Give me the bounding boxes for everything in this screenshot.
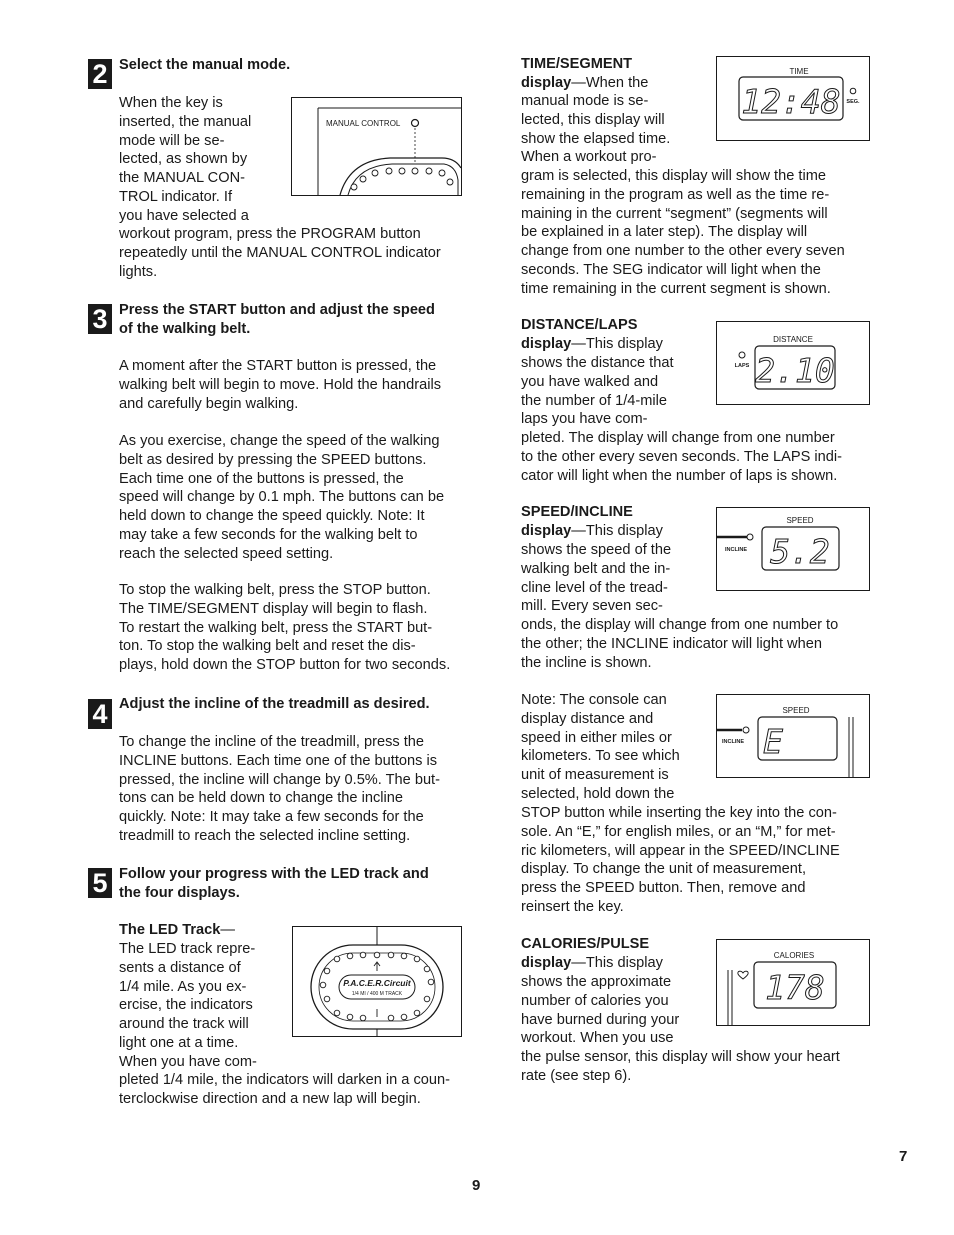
text-line: A moment after the START button is pressed, the bbox=[119, 358, 437, 374]
text-line: gram is selected, this display will show the time bbox=[521, 168, 826, 184]
text-line: rate (see step 6). bbox=[521, 1067, 632, 1084]
laps-indicator-label: LAPS bbox=[734, 363, 750, 369]
text-line: display distance and bbox=[521, 710, 654, 727]
text-line: cline level of the tread- bbox=[521, 579, 668, 596]
text-line: lected, as shown by bbox=[119, 151, 248, 168]
text-line: number of calories you bbox=[521, 992, 669, 1009]
pacer-circuit-subtitle: 1/4 MI / 400 M TRACK bbox=[351, 991, 403, 997]
text-line: shows the distance that bbox=[521, 355, 674, 371]
calories-display-value: 178 bbox=[765, 968, 825, 1007]
text-line: To stop the walking belt, press the STOP button. bbox=[119, 582, 431, 598]
led-track-dash: — bbox=[220, 922, 235, 938]
text-line: To restart the walking belt, press the START but- bbox=[119, 619, 433, 636]
text-line: you have walked and bbox=[521, 373, 659, 390]
time-heading-dash: —When the bbox=[571, 75, 649, 91]
speed-display-label: SPEED bbox=[786, 516, 814, 525]
text-line: manual mode is se- bbox=[521, 93, 649, 109]
manual-control-label: MANUAL CONTROL bbox=[326, 119, 401, 128]
text-line: to the other every seven seconds. The LAPS indi- bbox=[521, 448, 842, 465]
led-track-figure bbox=[292, 926, 462, 1037]
text-line: the incline is shown. bbox=[521, 654, 652, 671]
text-line: ercise, the indicators bbox=[119, 997, 253, 1014]
time-heading: TIME/SEGMENT bbox=[521, 56, 633, 72]
unit-incline-indicator-label: INCLINE bbox=[722, 739, 744, 745]
text-line: As you exercise, change the speed of the walking bbox=[119, 433, 440, 449]
led-track-heading bbox=[119, 921, 235, 940]
text-line: sole. An “E,” for english miles, or an “M,” for met- bbox=[521, 823, 836, 840]
text-line: and carefully begin walking. bbox=[119, 395, 299, 412]
distance-display-label: DISTANCE bbox=[773, 335, 813, 344]
unit-display-figure bbox=[716, 694, 870, 778]
text-line: speed in either miles or bbox=[521, 729, 672, 746]
text-line: be explained in a later step). The display will bbox=[521, 224, 808, 241]
text-line: speed will change by 0.1 mph. The buttons can be bbox=[119, 489, 445, 506]
text-line: lights. bbox=[119, 263, 158, 280]
text-line: When the key is bbox=[119, 95, 223, 111]
incline-indicator-label: INCLINE bbox=[725, 547, 747, 553]
text-line: 1/4 mile. As you ex- bbox=[119, 978, 247, 995]
distance-heading: DISTANCE/LAPS bbox=[521, 317, 638, 333]
text-line: cator will light when the number of laps is shown. bbox=[521, 467, 838, 484]
speed-heading-dash: —This display bbox=[571, 523, 663, 539]
text-line: walking belt will begin to move. Hold the handrails bbox=[119, 376, 442, 393]
text-line: Press the START button and adjust the speed bbox=[119, 302, 435, 318]
page-number-bottom: 9 bbox=[472, 1177, 481, 1194]
text-line: you have selected a bbox=[119, 207, 249, 224]
led-track-heading-text: The LED Track bbox=[119, 922, 221, 938]
text-line: the number of 1/4-mile bbox=[521, 392, 668, 409]
manual-control-figure bbox=[291, 97, 462, 196]
text-line: sents a distance of bbox=[119, 959, 241, 976]
text-line: display. To change the unit of measurement, bbox=[521, 861, 807, 878]
text-line: time remaining in the current segment is shown. bbox=[521, 280, 831, 297]
text-line: show the elapsed time. bbox=[521, 130, 671, 147]
text-line: unit of measurement is bbox=[521, 767, 669, 783]
text-line: workout program, press the PROGRAM button bbox=[119, 226, 421, 242]
distance-heading-line-2 bbox=[521, 335, 663, 354]
text-line: laps you have com- bbox=[521, 411, 648, 428]
text-line: Follow your progress with the LED track and bbox=[119, 866, 429, 882]
text-line: selected, hold down the bbox=[521, 785, 675, 802]
text-line: workout. When you use bbox=[521, 1030, 674, 1047]
text-line: To change the incline of the treadmill, press the bbox=[119, 734, 425, 750]
step-2-number: 2 bbox=[88, 59, 112, 89]
distance-display-value: 2.10 bbox=[755, 351, 835, 390]
text-line: pleted. The display will change from one number bbox=[521, 430, 835, 446]
text-line: seconds. The SEG indicator will light when the bbox=[521, 261, 821, 278]
distance-display-figure bbox=[716, 321, 870, 405]
text-line: When you have com- bbox=[119, 1053, 257, 1070]
text-line: shows the approximate bbox=[521, 974, 672, 990]
text-line: belt as desired by pressing the SPEED buttons. bbox=[119, 451, 427, 468]
text-line: STOP button while inserting the key into the con- bbox=[521, 805, 837, 821]
text-line: When a workout pro- bbox=[521, 149, 657, 166]
unit-display-value: E bbox=[763, 722, 783, 761]
calories-heading-display: display bbox=[521, 955, 572, 971]
text-line: the other; the INCLINE indicator will light when bbox=[521, 635, 822, 652]
pacer-circuit-logo: P.A.C.E.R.Circuit bbox=[343, 978, 411, 988]
step-2-title: Select the manual mode. bbox=[119, 57, 291, 73]
text-line: maining in the current “segment” (segments will bbox=[521, 205, 828, 222]
speed-display-figure bbox=[716, 507, 870, 591]
text-line: treadmill to reach the selected incline setting. bbox=[119, 827, 411, 844]
text-line: remaining in the program as well as the time re- bbox=[521, 186, 830, 203]
time-display-label: TIME bbox=[789, 67, 809, 76]
time-display-value: 12:48 bbox=[741, 82, 841, 121]
text-line: TROL indicator. If bbox=[119, 188, 233, 205]
text-line: pressed, the incline will change by 0.5%. The but- bbox=[119, 771, 440, 788]
step-4-number: 4 bbox=[88, 699, 112, 729]
text-line: inserted, the manual bbox=[119, 113, 252, 130]
calories-display-figure bbox=[716, 939, 870, 1026]
speed-heading-display: display bbox=[521, 523, 572, 539]
text-line: ric kilometers, will appear in the SPEED/INCLINE bbox=[521, 842, 840, 859]
calories-heading-dash: —This display bbox=[571, 955, 663, 971]
speed-display-value: 5.2 bbox=[770, 532, 830, 571]
text-line: repeatedly until the MANUAL CONTROL indicator bbox=[119, 244, 441, 261]
text-line: press the SPEED button. Then, remove and bbox=[521, 880, 806, 896]
text-line: Note: The console can bbox=[521, 692, 667, 708]
time-heading-display: display bbox=[521, 75, 572, 91]
page-number-right: 7 bbox=[899, 1148, 908, 1165]
text-line: the four displays. bbox=[119, 884, 240, 901]
step-3-number: 3 bbox=[88, 304, 112, 334]
text-line: INCLINE buttons. Each time one of the buttons is bbox=[119, 752, 437, 769]
step-4-title: Adjust the incline of the treadmill as desired. bbox=[119, 696, 430, 712]
text-line: have burned during your bbox=[521, 1011, 680, 1028]
distance-heading-dash: —This display bbox=[571, 336, 663, 352]
heart-icon bbox=[738, 971, 748, 979]
unit-display-label: SPEED bbox=[782, 706, 810, 715]
text-line: the MANUAL CON- bbox=[119, 170, 245, 186]
text-line: ton. To stop the walking belt and reset the dis- bbox=[119, 638, 416, 655]
text-line: reinsert the key. bbox=[521, 898, 624, 915]
text-line: change from one number to the other every seven bbox=[521, 243, 845, 259]
time-display-figure bbox=[716, 56, 870, 141]
text-line: the pulse sensor, this display will show your heart bbox=[521, 1049, 840, 1065]
text-line: mill. Every seven sec- bbox=[521, 598, 663, 615]
text-line: may take a few seconds for the walking belt to bbox=[119, 526, 418, 543]
text-line: reach the selected speed setting. bbox=[119, 545, 334, 562]
text-line: walking belt and the in- bbox=[521, 560, 671, 577]
seg-indicator-label: SEG. bbox=[846, 99, 860, 105]
text-line: light one at a time. bbox=[119, 1034, 239, 1051]
text-line: of the walking belt. bbox=[119, 320, 251, 337]
text-line: plays, hold down the STOP button for two seconds. bbox=[119, 657, 451, 673]
text-line: The LED track repre- bbox=[119, 941, 256, 957]
step-5-number: 5 bbox=[88, 868, 112, 898]
text-line: tons can be held down to change the incline bbox=[119, 790, 403, 807]
text-line: held down to change the speed quickly. Note: It bbox=[119, 508, 425, 524]
speed-heading: SPEED/INCLINE bbox=[521, 504, 633, 520]
calories-heading-line-2 bbox=[521, 954, 663, 973]
text-line: shows the speed of the bbox=[521, 542, 672, 558]
text-line: onds, the display will change from one number to bbox=[521, 617, 839, 633]
text-line: lected, this display will bbox=[521, 111, 665, 128]
speed-heading-line-2 bbox=[521, 522, 663, 541]
distance-heading-display: display bbox=[521, 336, 572, 352]
text-line: around the track will bbox=[119, 1016, 249, 1032]
text-line: quickly. Note: It may take a few seconds for the bbox=[119, 809, 424, 825]
text-line: The TIME/SEGMENT display will begin to flash. bbox=[119, 600, 428, 617]
text-line: kilometers. To see which bbox=[521, 748, 680, 765]
calories-heading: CALORIES/PULSE bbox=[521, 936, 650, 952]
time-heading-line-2 bbox=[521, 74, 648, 93]
text-line: mode will be se- bbox=[119, 132, 225, 149]
text-line: Each time one of the buttons is pressed, the bbox=[119, 470, 404, 487]
text-line: pleted 1/4 mile, the indicators will darken in a coun- bbox=[119, 1072, 450, 1088]
text-line: terclockwise direction and a new lap will begin. bbox=[119, 1090, 421, 1107]
calories-display-label: CALORIES bbox=[773, 951, 815, 960]
